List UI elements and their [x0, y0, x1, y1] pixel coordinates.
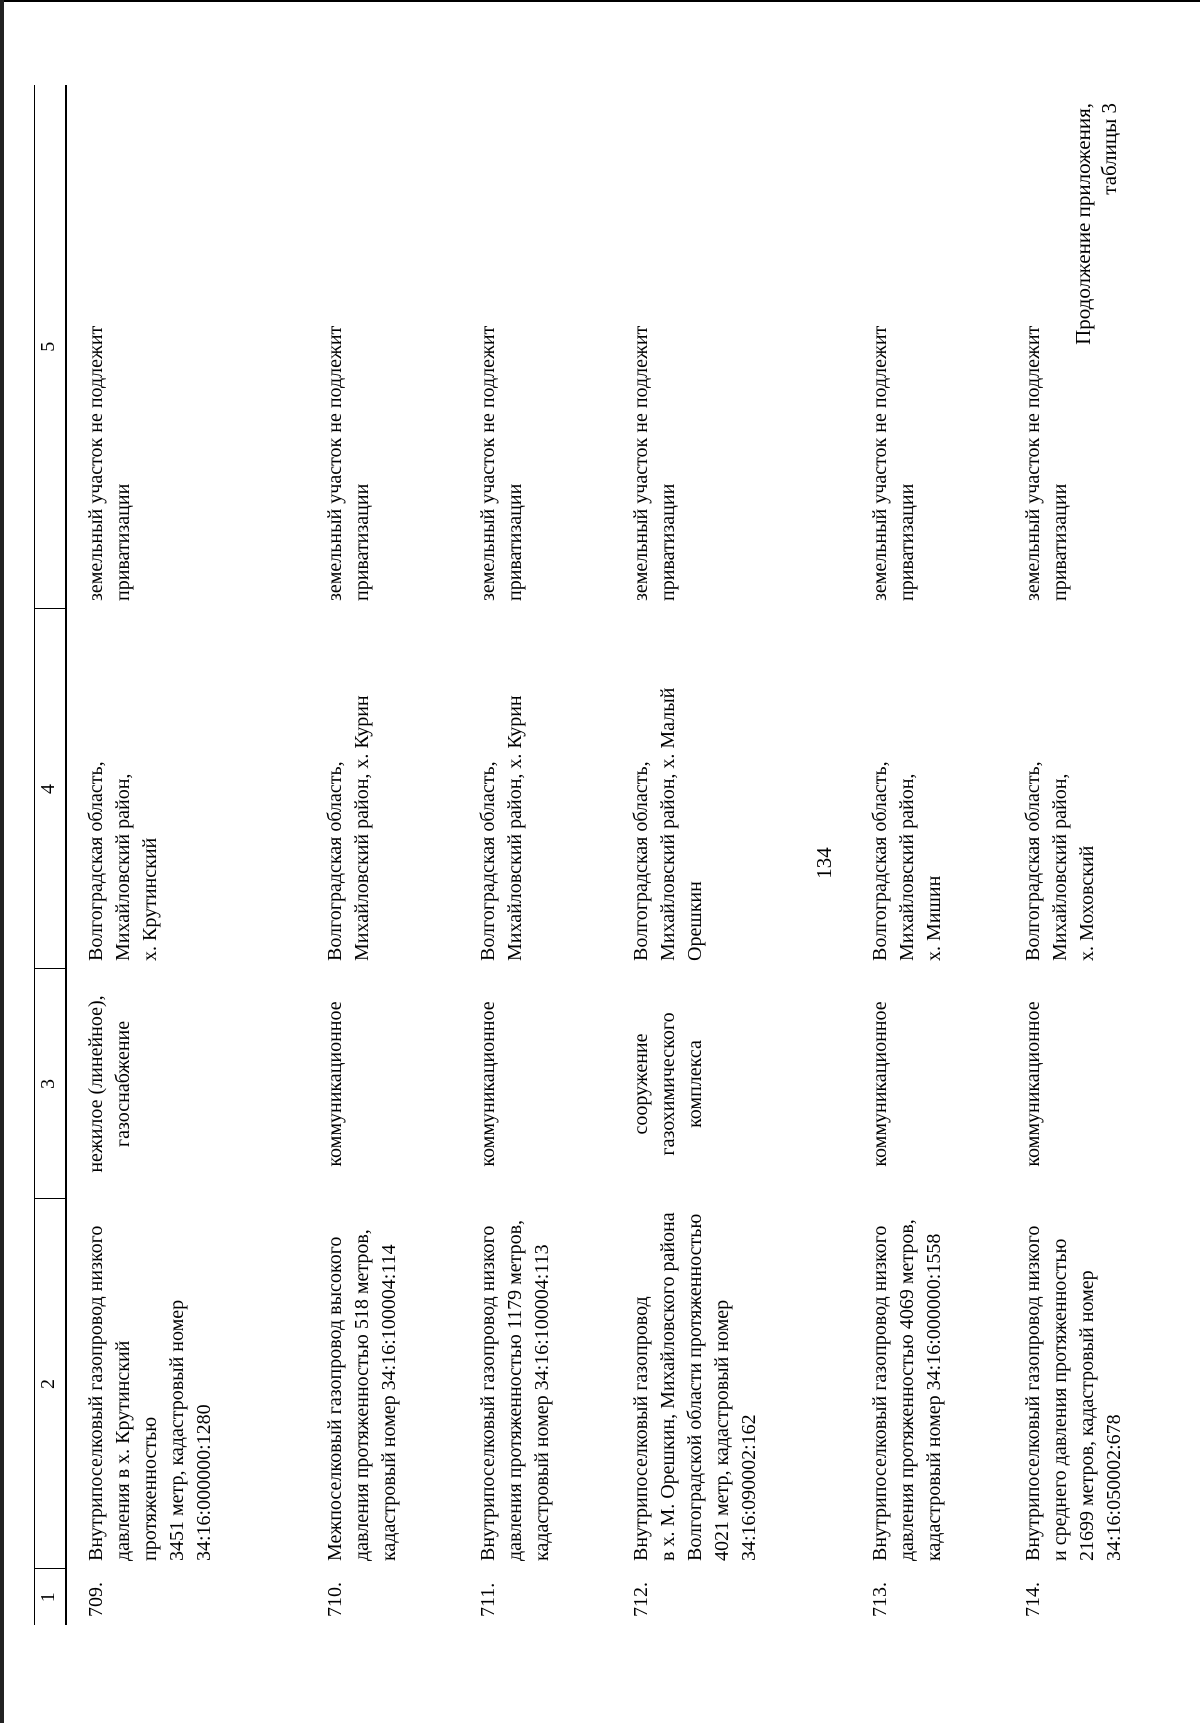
cell-object-name-line: 21699 метров, кадастровый номер	[1076, 1270, 1099, 1561]
cell-purpose-line: коммуникационное	[1022, 1001, 1045, 1167]
cell-note-line: приватизации	[1049, 483, 1072, 601]
cell-object-name	[66, 1199, 306, 1569]
cell-address-line: Михайловский район,	[112, 773, 134, 961]
cell-purpose	[459, 969, 612, 1199]
cell-object-name-line: и среднего давления протяженностью	[1049, 1238, 1072, 1561]
cell-object-name-line: 34:16:090002:162	[738, 1414, 761, 1561]
cell-purpose	[612, 969, 850, 1199]
cell-object-name-line: кадастровый номер 34:16:100004:113	[531, 1244, 554, 1561]
cell-address-line: Волгоградская область,	[85, 761, 107, 961]
cell-object-name-line: Волгоградской области протяженностью	[684, 1213, 707, 1561]
table-row	[66, 85, 306, 1625]
cell-number: 713.	[868, 1582, 891, 1617]
cell-number: 710.	[324, 1582, 347, 1617]
cell-address-line: Волгоградская область,	[1022, 761, 1045, 961]
cell-note	[1004, 85, 1200, 609]
cell-object-name-line: Межпоселковый газопровод высокого	[324, 1236, 347, 1561]
cell-purpose-line: газохимического	[657, 1012, 680, 1156]
cell-object-name	[851, 1199, 1004, 1569]
caption-line-2: таблицы 3	[1097, 103, 1121, 195]
cell-note-line: земельный участок не подлежит	[630, 325, 653, 601]
column-number-header	[35, 85, 67, 1625]
cell-address	[851, 609, 1004, 969]
table-row	[306, 85, 459, 1625]
cell-address-line: Волгоградская область,	[868, 761, 891, 961]
table-body	[66, 85, 1200, 1625]
cell-note-line: земельный участок не подлежит	[324, 325, 347, 601]
cell-note-line: приватизации	[504, 483, 527, 601]
cell-object-name-line: Внутрипоселковый газопровод низкого	[1022, 1225, 1045, 1561]
cell-address	[459, 609, 612, 969]
cell-address-line: Михайловский район, х. Курин	[504, 695, 527, 961]
cell-note-line: земельный участок не подлежит	[1022, 325, 1045, 601]
cell-address	[612, 609, 850, 969]
cell-object-name-line: давления в х. Крутинский протяженностью	[112, 1340, 161, 1561]
cell-object-name-line: кадастровый номер 34:16:000000:1558	[922, 1233, 945, 1561]
cell-address-line: Волгоградская область,	[324, 761, 347, 961]
cell-object-name-line: давления протяженностью 518 метров,	[351, 1229, 374, 1561]
cell-object-name-line: 34:16:050002:678	[1103, 1414, 1126, 1561]
cell-object-name-line: Внутрипоселковый газопровод низкого	[85, 1225, 107, 1561]
rotated-page	[0, 3, 1200, 1723]
cell-object-name	[1004, 1199, 1200, 1569]
caption-line-1: Продолжение приложения,	[1071, 103, 1095, 345]
table-top-rule	[0, 85, 35, 1625]
column-header-1: 1	[35, 1569, 67, 1625]
cell-object-name-line: 3451 метр, кадастровый номер	[166, 1299, 188, 1561]
cell-object-name-line: давления протяженностью 4069 метров,	[895, 1219, 918, 1561]
table-row	[612, 85, 850, 1625]
cell-address	[1004, 609, 1200, 969]
cell-note	[851, 85, 1004, 609]
cell-object-name-line: 34:16:000000:1280	[193, 1404, 215, 1561]
cell-number: 709.	[85, 1582, 107, 1617]
table-row	[1004, 85, 1200, 1625]
cell-address-line: Михайловский район,	[1049, 773, 1072, 961]
table-row	[459, 85, 612, 1625]
cell-purpose	[306, 969, 459, 1199]
cell-object-name	[459, 1199, 612, 1569]
cell-note	[66, 85, 306, 609]
cell-purpose-line: сооружение	[630, 1033, 653, 1135]
column-header-4: 4	[35, 609, 67, 969]
cell-address-line: Михайловский район,	[895, 773, 918, 961]
cell-purpose	[66, 969, 306, 1199]
cell-note	[306, 85, 459, 609]
cell-note-line: приватизации	[657, 483, 680, 601]
cell-object-name	[612, 1199, 850, 1569]
cell-object-name-line: кадастровый номер 34:16:100004:114	[378, 1244, 401, 1561]
cell-address-line: х. Крутинский	[139, 837, 161, 961]
cell-address	[306, 609, 459, 969]
cell-number: 714.	[1022, 1582, 1045, 1617]
cell-object-name	[306, 1199, 459, 1569]
cell-address-line: Волгоградская область,	[477, 761, 500, 961]
cell-purpose-line: газоснабжение	[112, 1020, 134, 1148]
cell-note-line: приватизации	[112, 483, 134, 601]
cell-address-line: х. Моховский	[1076, 845, 1099, 961]
cell-object-name-line: давления протяженностью 1179 метров,	[504, 1219, 527, 1561]
cell-object-name-line: Внутрипоселковый газопровод низкого	[477, 1225, 500, 1561]
cell-note-line: приватизации	[351, 483, 374, 601]
cell-number: 712.	[630, 1582, 653, 1617]
cell-address-line: х. Мишин	[922, 875, 945, 961]
cell-address-line: Михайловский район, х. Малый	[657, 687, 680, 961]
cell-object-name-line: в х. М. Орешкин, Михайловского района	[657, 1212, 680, 1561]
cell-address-line: Волгоградская область,	[630, 761, 653, 961]
cell-note	[459, 85, 612, 609]
property-register-table	[0, 85, 1200, 1625]
cell-address-line: Орешкин	[684, 881, 707, 961]
cell-note	[612, 85, 850, 609]
cell-purpose	[851, 969, 1004, 1199]
cell-note-line: приватизации	[895, 483, 918, 601]
page-number: 134	[812, 847, 836, 879]
cell-purpose-line: комплекса	[684, 1040, 707, 1128]
cell-object-name-line: Внутрипоселковый газопровод низкого	[868, 1225, 891, 1561]
cell-purpose-line: нежилое (линейное),	[85, 995, 107, 1173]
table-row	[851, 85, 1004, 1625]
scan-edge-top	[0, 0, 1200, 2]
cell-number: 711.	[477, 1582, 500, 1617]
column-header-5: 5	[35, 85, 67, 609]
cell-purpose	[1004, 969, 1200, 1199]
cell-purpose-line: коммуникационное	[868, 1001, 891, 1167]
column-header-2: 2	[35, 1199, 67, 1569]
cell-object-name-line: Внутрипоселковый газопровод	[630, 1296, 653, 1561]
cell-note-line: земельный участок не подлежит	[868, 325, 891, 601]
cell-note-line: земельный участок не подлежит	[85, 325, 107, 601]
column-header-3: 3	[35, 969, 67, 1199]
cell-object-name-line: 4021 метр, кадастровый номер	[711, 1299, 734, 1561]
cell-address	[66, 609, 306, 969]
cell-purpose-line: коммуникационное	[477, 1001, 500, 1167]
cell-purpose-line: коммуникационное	[324, 1001, 347, 1167]
cell-note-line: земельный участок не подлежит	[477, 325, 500, 601]
cell-address-line: Михайловский район, х. Курин	[351, 695, 374, 961]
